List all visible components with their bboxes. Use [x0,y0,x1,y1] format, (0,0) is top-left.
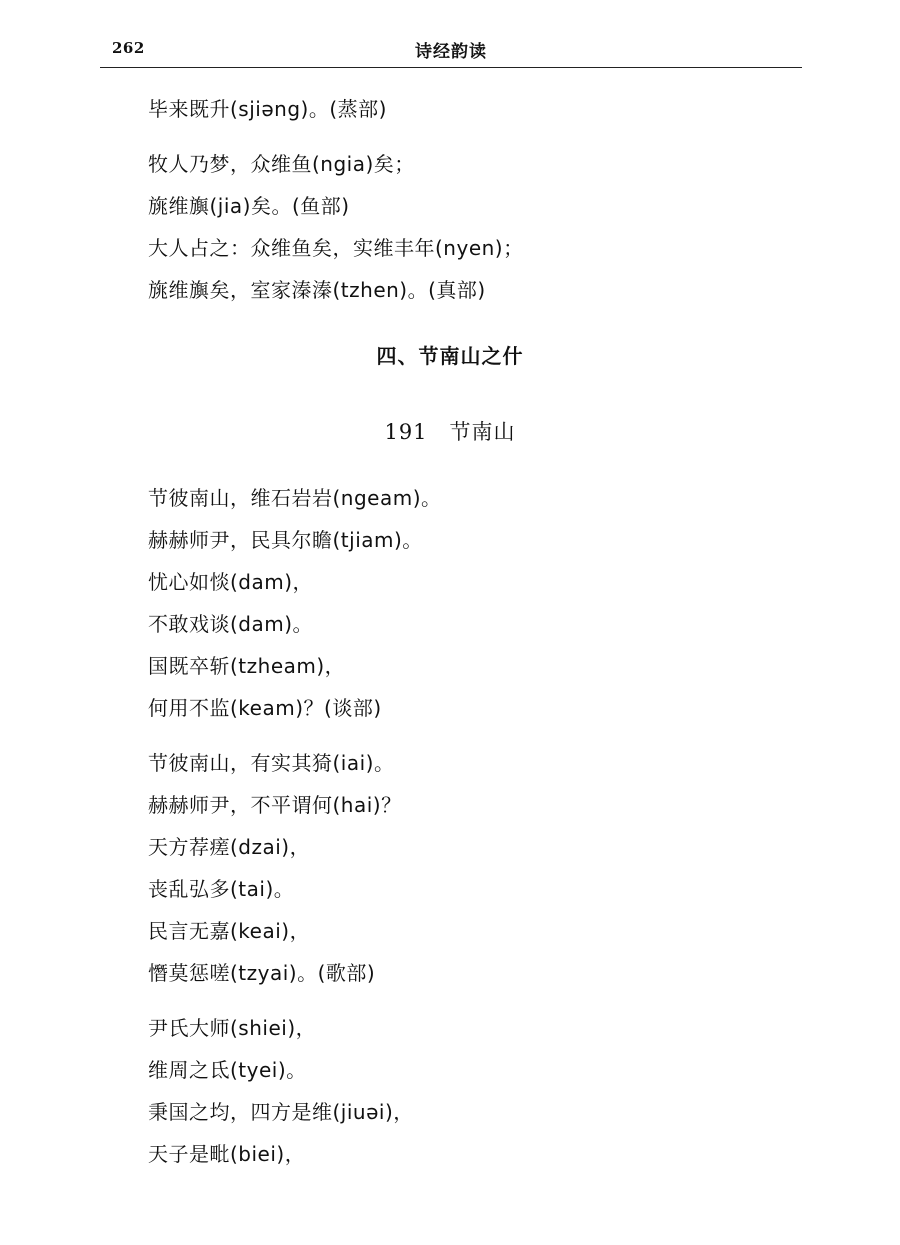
verse-line: 民言无嘉(keai)， [148,919,311,943]
header-rule [100,67,802,68]
verse-line: 牧人乃梦，众维鱼(ngia)矣； [148,152,415,176]
stanza-gap [148,994,788,1007]
poem-number: 191 [384,420,428,444]
verse-line: 赫赫师尹，不平谓何(hai)？ [148,793,402,817]
spacer [148,453,788,477]
verse-line: 忧心如惔(dam)， [148,570,314,594]
verse-line: 毕来既升(sjiəng)。(蒸部) [148,97,387,121]
stanza-2 [148,742,788,994]
verse-line: 旐维旟(jia)矣。(鱼部) [148,194,350,218]
stanza-gap [148,130,788,143]
page-header [100,30,802,66]
verse-line: 节彼南山，维石岩岩(ngeam)。 [148,486,442,510]
verse-line: 维周之氐(tyei)。 [148,1058,307,1082]
poem-title [0,411,900,453]
stanza-gap [148,729,788,742]
running-title: 诗经韵读 [415,42,487,62]
verse-line: 节彼南山，有实其猗(iai)。 [148,751,395,775]
verse-line: 大人占之：众维鱼矣，实维丰年(nyen)； [148,236,524,260]
page-content [148,88,788,1175]
verse-line: 天子是毗(biei)， [148,1142,306,1166]
verse-line: 憯莫惩嗟(tzyai)。(歌部) [148,961,376,985]
stanza-continued [148,88,788,130]
verse-line: 不敢戏谈(dam)。 [148,612,314,636]
stanza-dream [148,143,788,311]
stanza-1 [148,477,788,729]
verse-line: 赫赫师尹，民具尔瞻(tjiam)。 [148,528,423,552]
verse-line: 丧乱弘多(tai)。 [148,877,295,901]
verse-line: 天方荐瘥(dzai)， [148,835,311,859]
verse-line: 尹氏大师(shiei)， [148,1016,317,1040]
poem-title-text: 节南山 [449,420,516,444]
verse-line: 秉国之均，四方是维(jiuəi)， [148,1100,414,1124]
page-number: 262 [112,39,145,57]
section-heading: 四、节南山之什 [376,344,524,368]
stanza-3 [148,1007,788,1175]
verse-line: 何用不监(keam)？(谈部) [148,696,382,720]
verse-line: 国既卒斩(tzheam)， [148,654,346,678]
verse-line: 旐维旟矣，室家溱溱(tzhen)。(真部) [148,278,486,302]
